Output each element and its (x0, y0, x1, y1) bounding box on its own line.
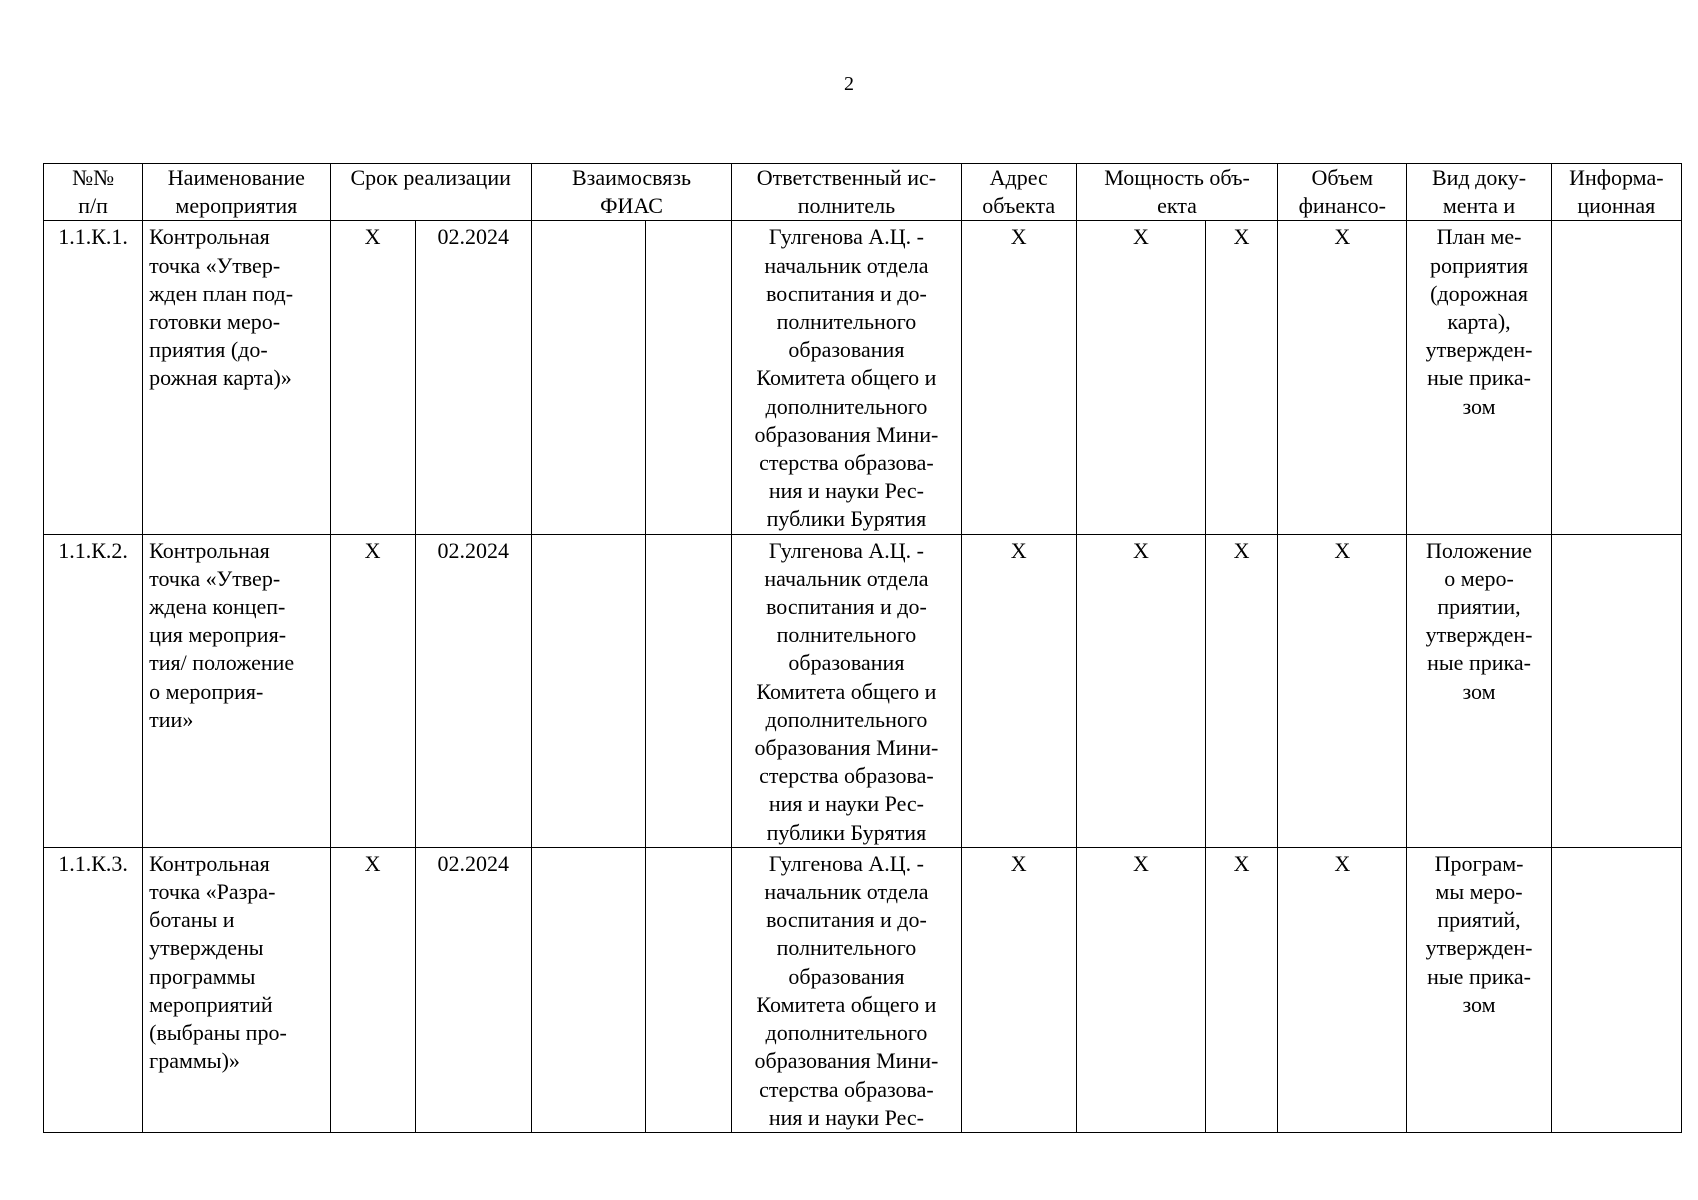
cell-line: ные прика- (1427, 963, 1531, 989)
cell-line: полнительного (776, 309, 917, 335)
cell-line: образования Мини- (754, 421, 939, 447)
responsible-executor (732, 221, 961, 534)
term-end: 02.2024 (415, 847, 531, 1132)
term-start: Х (330, 534, 415, 847)
header-doc-type (1407, 164, 1551, 221)
cell-line: образования (788, 963, 905, 989)
cell-line: финансо- (1298, 193, 1387, 219)
responsible-executor (732, 534, 961, 847)
cell-line: публики Бурятия (766, 506, 927, 532)
cell-line: воспитания и до- (766, 594, 927, 620)
cell-line: екта (1157, 193, 1197, 219)
object-address: Х (961, 221, 1076, 534)
cell-line: точка «Утвер- (149, 565, 281, 591)
cell-line: рожная карта)» (149, 365, 292, 391)
fias-cell (646, 221, 732, 534)
header-term (330, 164, 531, 221)
cell-line: ждена концеп- (149, 594, 286, 620)
cell-line: зом (1462, 678, 1496, 704)
term-start: Х (330, 221, 415, 534)
cell-line: точка «Утвер- (149, 252, 281, 278)
cell-line: мероприятия (175, 193, 298, 219)
cell-line: начальник отдела (764, 565, 929, 591)
fias-cell (531, 847, 645, 1132)
cell-line: образования (788, 337, 905, 363)
cell-line: стерства образова- (759, 450, 934, 476)
info-cell (1551, 221, 1681, 534)
cell-line: ционная (1577, 193, 1656, 219)
cell-line: Гулгенова А.Ц. - (768, 224, 924, 250)
header-num (44, 164, 143, 221)
cell-line: Комитета общего и (756, 991, 937, 1017)
term-end: 02.2024 (415, 534, 531, 847)
cell-line: Контрольная (149, 850, 270, 876)
cell-line: Програм- (1434, 850, 1524, 876)
cell-line: ция мероприя- (149, 622, 287, 648)
term-start: Х (330, 847, 415, 1132)
cell-line: План ме- (1436, 224, 1522, 250)
cell-line: (выбраны про- (149, 1020, 287, 1046)
object-address: Х (961, 534, 1076, 847)
cell-line: Срок реализации (350, 165, 511, 190)
cell-line: образования (788, 650, 905, 676)
cell-line: приятия (до- (149, 337, 268, 363)
cell-line: образования Мини- (754, 735, 939, 761)
object-capacity: Х (1206, 221, 1278, 534)
cell-line: утвержден- (1425, 337, 1533, 363)
cell-line: ния и науки Рес- (768, 478, 924, 504)
object-capacity: Х (1076, 221, 1205, 534)
cell-line: утвержден- (1425, 622, 1533, 648)
cell-line: зом (1462, 393, 1496, 419)
cell-line: ФИАС (600, 193, 663, 219)
cell-line: приятии, (1437, 594, 1521, 620)
fias-cell (646, 534, 732, 847)
cell-line: ния и науки Рес- (768, 791, 924, 817)
cell-line: зом (1462, 991, 1496, 1017)
cell-line: о мероприя- (149, 678, 264, 704)
cell-line: утверждены (149, 935, 264, 961)
cell-line: Ответственный ис- (756, 165, 937, 190)
funding-volume: Х (1278, 221, 1407, 534)
cell-line: мы меро- (1435, 879, 1523, 905)
header-name (143, 164, 330, 221)
cell-line: точка «Разра- (149, 879, 276, 905)
event-name (143, 847, 330, 1132)
cell-line: дополнительного (765, 1020, 928, 1046)
cell-line: Вид доку- (1432, 165, 1527, 190)
document-type (1407, 221, 1551, 534)
fias-cell (646, 847, 732, 1132)
cell-line: (дорожная (1430, 280, 1528, 306)
cell-line: дополнительного (765, 706, 928, 732)
fias-cell (531, 221, 645, 534)
cell-line: полнительного (776, 622, 917, 648)
table-row (44, 847, 1682, 1132)
cell-line: тия/ положение (149, 650, 295, 676)
cell-line: приятий, (1437, 907, 1521, 933)
cell-line: Положение (1426, 537, 1533, 563)
cell-line: тии» (149, 706, 194, 732)
header-executor (732, 164, 961, 221)
cell-line: роприятия (1429, 252, 1529, 278)
cell-line: мероприятий (149, 991, 273, 1017)
page-number: 2 (844, 73, 854, 95)
cell-line: стерства образова- (759, 1076, 934, 1102)
cell-line: №№ (72, 165, 115, 190)
object-capacity: Х (1206, 534, 1278, 847)
cell-line: Контрольная (149, 224, 270, 250)
object-capacity: Х (1076, 847, 1205, 1132)
cell-line: дополнительного (765, 393, 928, 419)
cell-line: образования Мини- (754, 1048, 939, 1074)
header-capacity (1076, 164, 1277, 221)
cell-line: о меро- (1444, 565, 1514, 591)
cell-line: жден план под- (149, 280, 294, 306)
cell-line: граммы)» (149, 1048, 240, 1074)
table-row (44, 221, 1682, 534)
row-number: 1.1.К.2. (44, 534, 143, 847)
action-plan-table (43, 163, 1682, 1133)
header-funding (1278, 164, 1407, 221)
cell-line: Гулгенова А.Ц. - (768, 537, 924, 563)
cell-line: Адрес (989, 165, 1048, 190)
object-capacity: Х (1206, 847, 1278, 1132)
cell-line: п/п (78, 193, 108, 219)
cell-line: полнительного (776, 935, 917, 961)
table-row (44, 534, 1682, 847)
object-capacity: Х (1076, 534, 1205, 847)
info-cell (1551, 534, 1681, 847)
cell-line: Информа- (1569, 165, 1664, 190)
info-cell (1551, 847, 1681, 1132)
cell-line: Объем (1311, 165, 1374, 190)
cell-line: Контрольная (149, 537, 270, 563)
header-fias (531, 164, 731, 221)
funding-volume: Х (1278, 534, 1407, 847)
responsible-executor (732, 847, 961, 1132)
cell-line: утвержден- (1425, 935, 1533, 961)
event-name (143, 534, 330, 847)
cell-line: ные прика- (1427, 650, 1531, 676)
funding-volume: Х (1278, 847, 1407, 1132)
cell-line: Комитета общего и (756, 365, 937, 391)
object-address: Х (961, 847, 1076, 1132)
cell-line: начальник отдела (764, 879, 929, 905)
event-name (143, 221, 330, 534)
header-address (961, 164, 1076, 221)
cell-line: ния и науки Рес- (768, 1104, 924, 1130)
cell-line: стерства образова- (759, 763, 934, 789)
document-type (1407, 847, 1551, 1132)
cell-line: ботаны и (149, 907, 235, 933)
cell-line: программы (149, 963, 256, 989)
cell-line: Гулгенова А.Ц. - (768, 850, 924, 876)
table-header-row (44, 164, 1682, 221)
cell-line: карта), (1447, 309, 1511, 335)
cell-line: Взаимосвязь (572, 165, 692, 190)
cell-line: начальник отдела (764, 252, 929, 278)
fias-cell (531, 534, 645, 847)
cell-line: воспитания и до- (766, 280, 927, 306)
cell-line: полнитель (797, 193, 896, 219)
term-end: 02.2024 (415, 221, 531, 534)
cell-line: объекта (982, 193, 1056, 219)
cell-line: готовки меро- (149, 309, 281, 335)
cell-line: ные прика- (1427, 365, 1531, 391)
row-number: 1.1.К.1. (44, 221, 143, 534)
row-number: 1.1.К.3. (44, 847, 143, 1132)
document-type (1407, 534, 1551, 847)
cell-line: Комитета общего и (756, 678, 937, 704)
cell-line: публики Бурятия (766, 819, 927, 845)
cell-line: мента и (1442, 193, 1516, 219)
cell-line: воспитания и до- (766, 907, 927, 933)
cell-line: Мощность объ- (1104, 165, 1250, 190)
cell-line: Наименование (167, 165, 305, 190)
header-info (1551, 164, 1681, 221)
